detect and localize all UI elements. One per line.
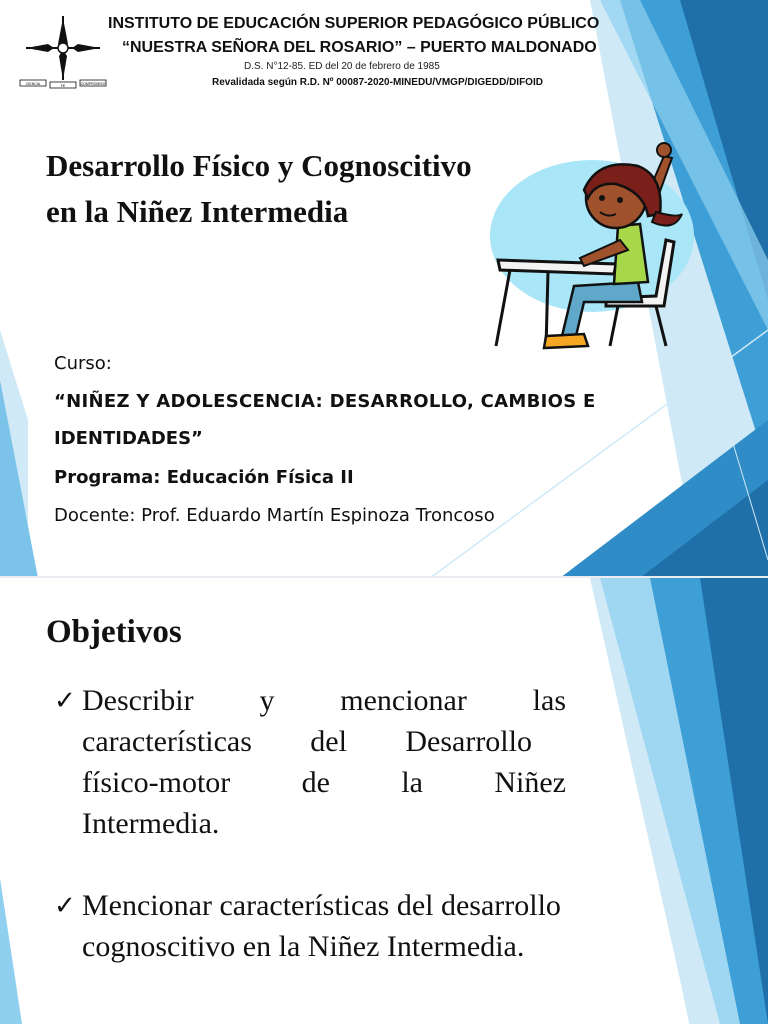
girl-at-desk-illustration — [488, 136, 694, 356]
objective1-line4: Intermedia. — [82, 807, 220, 840]
logo-label-compromiso: COMPROMISO — [80, 82, 106, 86]
teacher-text: Docente: Prof. Eduardo Martín Espinoza Troncoso — [54, 505, 495, 526]
course-name-line1: “NIÑEZ Y ADOLESCENCIA: DESARROLLO, CAMBIOS E — [54, 391, 596, 412]
program-text: Programa: Educación Física II — [54, 467, 354, 488]
objective1-line1: Describir y mencionar las — [82, 684, 566, 717]
objective2-line1: Mencionar características del desarrollo — [82, 889, 561, 922]
decree-text: D.S. N°12-85. ED del 20 de febrero de 1985 — [244, 61, 440, 72]
objective2-line2: cognoscitivo en la Niñez Intermedia. — [82, 930, 525, 963]
logo-label-fe: FE — [60, 84, 66, 88]
objective1-line2: características del Desarrollo — [82, 725, 532, 758]
slide-title-line2: en la Niñez Intermedia — [46, 194, 349, 229]
logo-label-ciencia: CIENCIA — [25, 82, 41, 86]
institute-subtitle: “NUESTRA SEÑORA DEL ROSARIO” – PUERTO MALDONADO — [122, 39, 597, 56]
institute-name: INSTITUTO DE EDUCACIÓN SUPERIOR PEDAGÓGICO PÚBLICO — [108, 15, 600, 32]
slide-title-line1: Desarrollo Físico y Cognoscitivo — [46, 148, 472, 183]
revalidation-text: Revalidada según R.D. Nº 00087-2020-MINEDU/VMGP/DIGEDD/DIFOID — [212, 77, 543, 88]
check-icon: ✓ — [54, 686, 76, 716]
objectives-title: Objetivos — [46, 614, 182, 650]
check-icon: ✓ — [54, 891, 76, 921]
objectives-slide — [0, 578, 768, 1024]
objective1-line3: físico-motor de la Niñez — [82, 766, 566, 799]
course-label: Curso: — [54, 353, 112, 374]
course-name-line2: IDENTIDADES” — [54, 428, 203, 449]
institute-logo — [18, 14, 108, 90]
